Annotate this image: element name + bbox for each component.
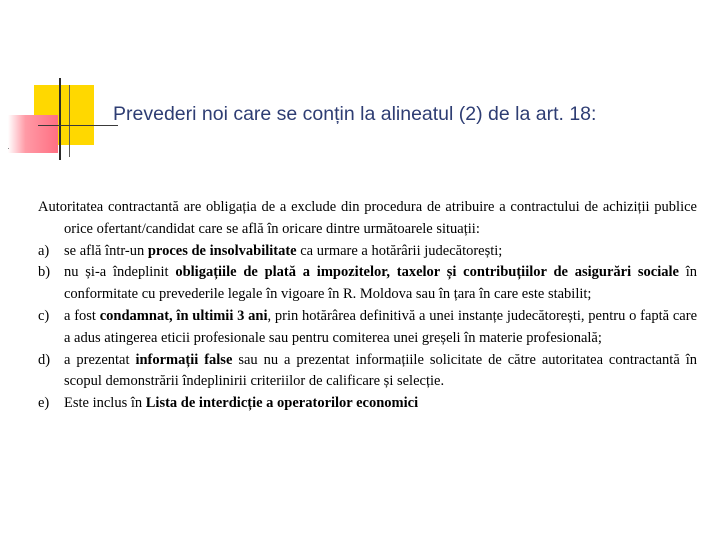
list-item-text (64, 262, 697, 306)
list-item-label: d) (38, 351, 51, 368)
list-item-text-bold: Lista de interdicție a operatorilor economici (145, 395, 419, 412)
list-item-c (38, 306, 697, 350)
list-item-label: a) (38, 242, 50, 259)
list-item-text (64, 241, 697, 263)
list-item-e (38, 393, 697, 415)
list-item-text-post: ca urmare a hotărârii judecătorești; (296, 242, 503, 259)
logo-dot (8, 148, 9, 149)
list-item-text-pre: a fost (64, 307, 100, 324)
list-item-text-post: în conformitate cu prevederile legale în vigoare în R. Moldova sau în țara în care este stabilit; (64, 264, 698, 303)
logo-pink-square (8, 115, 58, 153)
list-item-text (64, 306, 697, 350)
list-item-a (38, 241, 697, 263)
list-item-text (64, 350, 697, 394)
list-item-d (38, 350, 697, 394)
slide-title: Prevederi noi care se conțin la alineatul (2) de la art. 18: (113, 103, 597, 125)
list-item-text (64, 393, 697, 415)
decorative-logo (0, 0, 100, 165)
list-item-text-pre: nu și-a îndeplinit (64, 264, 176, 281)
list-item-b (38, 262, 697, 306)
list-item-text-pre: a prezentat (64, 351, 136, 368)
list-item-text-pre: Este inclus în (64, 395, 146, 412)
list-item-label: b) (38, 264, 51, 281)
list-item-text-pre: se află într-un (64, 242, 148, 259)
list-item-text-post: sau nu a prezentat informațiile solicitate de către autoritatea contractantă în scopul demonstrării îndeplinirii criteriilor de calificare și selecție. (64, 351, 697, 390)
intro-paragraph: Autoritatea contractantă are obligația de a exclude din procedura de atribuire a contractului de achiziții publice orice ofertant/candidat care se află în oricare dintre următoarele situații: (38, 199, 697, 237)
slide-body (38, 197, 697, 415)
list-item-text-bold: proces de insolvabilitate (147, 242, 297, 259)
list-item-text-bold: obligațiile de plată a impozitelor, taxelor și contribuțiilor de asigurări sociale (175, 264, 679, 281)
logo-vertical-line-thin (69, 85, 70, 157)
list-item-text-bold: condamnat, în ultimii 3 ani (99, 307, 268, 324)
list-item-label: c) (38, 307, 50, 324)
logo-vertical-line (59, 78, 61, 160)
list-item-text-post: , prin hotărârea definitivă a unei instanțe judecătorești, pentru o faptă care a adus atingerea eticii profesionale sau pentru comiterea unei greșeli în materie profesională; (64, 307, 698, 346)
list-item-text-bold: informații false (135, 351, 233, 368)
logo-horizontal-line (38, 125, 118, 126)
list-item-label: e) (38, 395, 50, 412)
